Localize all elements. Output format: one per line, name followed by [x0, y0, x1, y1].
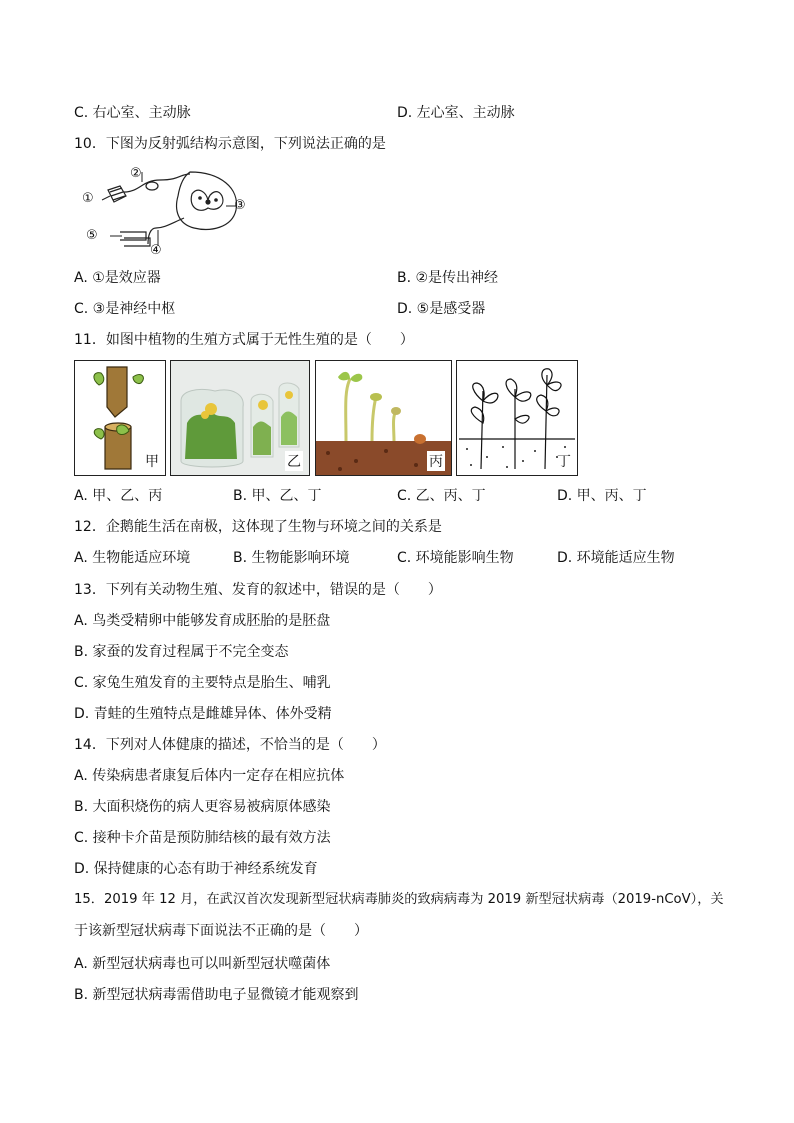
- q11-option-c: C. 乙、丙、丁: [397, 488, 486, 504]
- plant-image-ding: [456, 360, 578, 476]
- q11-option-d: D. 甲、丙、丁: [557, 488, 647, 504]
- q13-option-b: B. 家蚕的发育过程属于不完全变态: [74, 644, 289, 660]
- label-yi: 乙: [285, 451, 303, 471]
- mark-2: ②: [130, 166, 142, 181]
- q13-option-d: D. 青蛙的生殖特点是雌雄异体、体外受精: [74, 706, 332, 722]
- q12-option-a: A. 生物能适应环境: [74, 550, 191, 566]
- q10-option-a: A. ①是效应器: [74, 270, 161, 286]
- q15-stem-line2: 于该新型冠状病毒下面说法不正确的是（ ）: [74, 923, 368, 939]
- mark-5: ⑤: [86, 228, 98, 243]
- q14-option-b: B. 大面积烧伤的病人更容易被病原体感染: [74, 799, 331, 815]
- q10-option-c: C. ③是神经中枢: [74, 301, 176, 317]
- reflex-arc-figure: [80, 166, 260, 262]
- q14-option-c: C. 接种卡介苗是预防肺结核的最有效方法: [74, 830, 331, 846]
- label-bing: 丙: [427, 451, 445, 471]
- q12-option-b: B. 生物能影响环境: [233, 550, 350, 566]
- reflex-arc-drawing: [80, 166, 260, 262]
- q10-stem: 10．下图为反射弧结构示意图，下列说法正确的是: [74, 136, 386, 152]
- plant-image-jia: [74, 360, 166, 476]
- label-ding: 丁: [557, 454, 571, 470]
- mark-4: ④: [150, 243, 162, 258]
- q12-option-d: D. 环境能适应生物: [557, 550, 675, 566]
- q11-option-a: A. 甲、乙、丙: [74, 488, 163, 504]
- q14-stem: 14．下列对人体健康的描述，不恰当的是（ ）: [74, 737, 386, 753]
- q13-stem: 13．下列有关动物生殖、发育的叙述中，错误的是（ ）: [74, 582, 442, 598]
- q12-option-c: C. 环境能影响生物: [397, 550, 514, 566]
- q15-stem-line1: 15．2019 年 12 月，在武汉首次发现新型冠状病毒肺炎的致病病毒为 2019 新型冠状病毒（2019-nCoV），关: [74, 892, 724, 907]
- mark-3: ③: [234, 198, 246, 213]
- q13-option-a: A. 鸟类受精卵中能够发育成胚胎的是胚盘: [74, 613, 331, 629]
- q15-option-a: A. 新型冠状病毒也可以叫新型冠状噬菌体: [74, 956, 331, 972]
- q12-stem: 12．企鹅能生活在南极，这体现了生物与环境之间的关系是: [74, 519, 442, 535]
- q10-option-d: D. ⑤是感受器: [397, 301, 486, 317]
- plant-image-yi: [170, 360, 310, 476]
- q14-option-d: D. 保持健康的心态有助于神经系统发育: [74, 861, 318, 877]
- q14-option-a: A. 传染病患者康复后体内一定存在相应抗体: [74, 768, 345, 784]
- q11-stem: 11．如图中植物的生殖方式属于无性生殖的是（ ）: [74, 332, 414, 348]
- q10-option-b: B. ②是传出神经: [397, 270, 499, 286]
- q13-option-c: C. 家兔生殖发育的主要特点是胎生、哺乳: [74, 675, 331, 691]
- mark-1: ①: [82, 191, 94, 206]
- q15-option-b: B. 新型冠状病毒需借助电子显微镜才能观察到: [74, 987, 359, 1003]
- label-jia: 甲: [145, 454, 159, 470]
- q9-option-d: D. 左心室、主动脉: [397, 105, 515, 121]
- plant-image-bing: [315, 360, 452, 476]
- q11-option-b: B. 甲、乙、丁: [233, 488, 322, 504]
- q9-option-c: C. 右心室、主动脉: [74, 105, 191, 121]
